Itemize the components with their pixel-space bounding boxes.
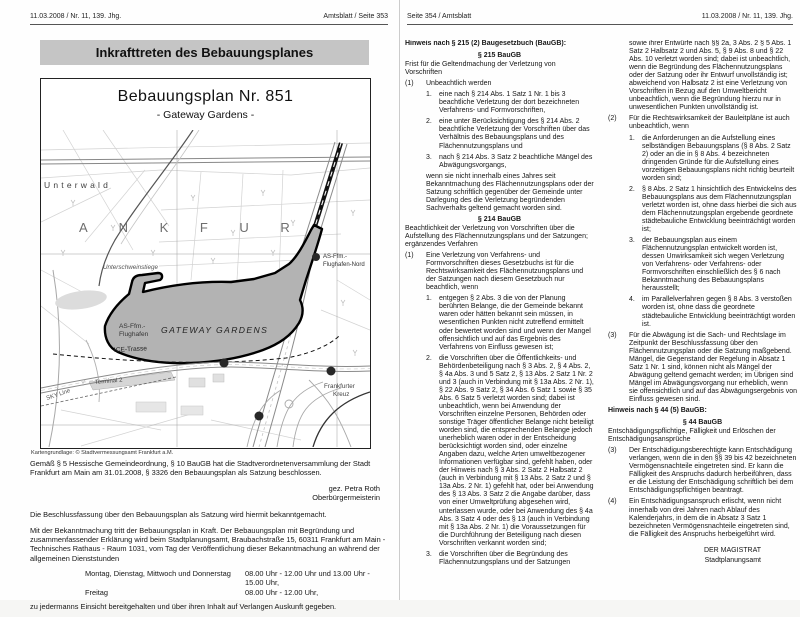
list-item [426,154,594,170]
list-marker: 1. [426,295,432,303]
plan-map-subtitle: - Gateway Gardens - [156,109,255,121]
list-text: nach § 214 Abs. 3 Satz 2 beachtliche Mängel des Abwägungsvorgangs, [439,153,593,169]
clause-text: Ein Entschädigungsanspruch erlischt, wenn nicht innerhalb von drei Jahren nach Ablauf des Kalenderjahrs, in dem die in Absatz 3 Satz 1 bezeichneten Vermögensnachteile eingetreten sind, die Fälligkeit des Anspruchs herbeigeführt wird. [629,498,790,538]
paragraph: Frist für die Geltendmachung der Verletzung von Vorschriften [405,61,556,77]
list-item [426,295,594,351]
left-header-page: Amtsblatt / Seite 353 [323,13,388,20]
signature-name: gez. Petra Roth [328,483,380,493]
map-label-gateway-gardens: GATEWAY GARDENS [161,325,269,335]
site-plan-map [41,130,370,447]
list-item [629,186,797,234]
map-label-terminal-2: Terminal 2 [94,377,123,386]
schedule-row [85,588,386,597]
list-marker: 2. [426,354,432,362]
list-marker: 2. [426,118,432,126]
list-marker: 3. [629,237,635,245]
signature-title: Oberbürgermeisterin [312,492,380,502]
list-marker: 2. [629,185,635,193]
legal-column-2 [608,40,797,597]
section-title: § 214 BauGB [477,215,522,223]
decree-paragraph: Gemäß § 5 Hessische Gemeindeordnung, § 10 BauGB hat die Stadtverordnetenversammlung der Stadt Frankfurt am Main am 31.01.2008, § 3326 den Bebauungsplan als Satzung beschlossen. [30,459,371,478]
plan-map-title: Bebauungsplan Nr. 851 [117,88,294,105]
list-marker: 3. [426,550,432,558]
legal-heading: Hinweis nach § 44 (5) BauGB: [608,407,707,415]
paragraph: Beachtlichkeit der Verletzung von Vorschriften über die Aufstellung des Flächennutzungsplans und der Satzungen; ergänzendes Verfahren [405,224,588,249]
paragraph: Entschädigungspflichtige, Fälligkeit und Erlöschen der Entschädigungsansprüche [608,428,776,444]
clause [608,332,797,404]
list-marker: 3. [426,153,432,161]
clause-text: Für die Abwägung ist die Sach- und Rechtslage im Zeitpunkt der Beschlussfassung über den Flächennutzungsplan oder die Satzung maßgebend. Mängel, die Gegenstand der Regelung in Absatz 1 Satz 1 Nr. 1 sind, können nicht als Mängel der Abwägung geltend gemacht werden; im Übrigen sind Mängel im Abwägungsvorgang nur erheblich, wenn sie offensichtlich und auf das Abwägungsergebnis von Einfluss gewesen sind. [629,331,797,403]
clause [405,80,594,88]
magistrat-signature [608,546,797,566]
schedule-days: Freitag [85,587,109,597]
legal-column-1 [405,40,594,597]
clause [405,252,594,292]
section-title: § 215 BauGB [477,52,522,60]
announcement-paragraph: Die Beschlussfassung über den Bebauungsplan als Satzung wird hiermit bekanntgemacht. [30,510,327,520]
map-label-sky-line: SKY Line [45,388,72,402]
map-label-frankfurt-letters: A N K F U R [79,220,304,235]
left-page-body [30,459,386,617]
schedule-hours: 08.00 Uhr - 12.00 Uhr und 13.00 Uhr - 15.00 Uhr, [245,568,370,588]
map-label-as-nord-1: AS-Ffm.- [323,254,347,260]
clause-marker: (4) [608,498,617,506]
list-item [426,91,594,115]
list-text: eine nach § 214 Abs. 1 Satz 1 Nr. 1 bis 3 beachtliche Verletzung der dort bezeichneten Verfahrens- und Formvorschriften, [439,91,580,115]
clause-text: Eine Verletzung von Verfahrens- und Formvorschriften dieses Gesetzbuchs ist für die Rechtswirksamkeit des Flächennutzungsplans und der Satzungen nach diesem Gesetzbuch nur beachtlich, wenn [426,252,584,292]
paragraph: wenn sie nicht innerhalb eines Jahres seit Bekanntmachung des Flächennutzungsplans oder der Satzung schriftlich gegenüber der Gemeinde unter Darlegung des die Verletzung begründenden Sachverhalts geltend gemacht worden sind. [426,172,594,212]
list-item [629,237,797,293]
map-label-unterschweinstiege: Unterschweinstiege [103,264,158,271]
mayor-signature [30,484,380,503]
list-item [426,118,594,150]
clause-text: Für die Rechtswirksamkeit der Bauleitpläne ist auch unbeachtlich, wenn [629,115,790,131]
right-header-date: 11.03.2008 / Nr. 11, 139. Jhg. [701,13,793,20]
right-page-header [407,13,793,25]
right-header-page: Seite 354 / Amtsblatt [407,13,472,20]
clause-marker: (2) [608,115,617,123]
list-marker: 1. [629,134,635,142]
clause-marker: (1) [405,80,414,88]
map-label-kreuz-1: Frankfurter [324,383,355,390]
list-item [426,355,594,548]
map-label-unterwald: Unterwald [44,180,112,190]
left-page-header [30,13,388,25]
legal-text-columns [405,40,797,597]
signature-org: DER MAGISTRAT [703,546,761,554]
effective-paragraph: Mit der Bekanntmachung tritt der Bebauungsplan in Kraft. Der Bebauungsplan mit Begründung und zusammenfassender Erklärung wird beim Stadtplanungsamt, Braubachstraße 15, 60311 Frankfurt am Main - Technisches Rathaus - Raum 1031, vom Tag der Veröffentlichung dieser Bekanntmachung an während der allgemeinen Dienststunden [30,525,386,563]
list-marker: 1. [426,91,432,99]
clause-text: Der Entschädigungsberechtigte kann Entschädigung verlangen, wenn die in den §§ 39 bis 42 bezeichneten Vermögensnachteile eingetreten sind. Er kann die Fälligkeit des Anspruchs dadurch herbeiführen, dass er die Leistung der Entschädigung schriftlich bei dem Entschädigungspflichtigen beantragt. [629,447,797,495]
list-text: entgegen § 2 Abs. 3 die von der Planung berührten Belange, die der Gemeinde bekannt waren oder hätten bekannt sein müssen, in wesentlichen Punkten nicht zutreffend ermittelt oder bewertet worden sind und wenn der Mangel offensichtlich und auf das Ergebnis des Verfahrens von Einfluss gewesen ist; [439,295,591,351]
list-item [426,551,594,567]
list-text: die Vorschriften über die Öffentlichkeits- und Behördenbeteiligung nach § 3 Abs. 2, § 4 Abs. 2, § 4a Abs. 3 und 5 Satz 2, § 13 Abs. 2 Satz 1 Nr. 2 und 3 (auch in Verbindung mit § 13a Abs. 2 Nr. 1), § 22 Abs. 9 Satz 2, § 34 Abs. 6 Satz 1 sowie § 35 Abs. 6 Satz 5 verletzt worden sind; dabei ist unbeachtlich, wenn bei Anwendung der Vorschriften einzelne Personen, Behörden oder sonstige Träger öffentlicher Belange nicht beteiligt worden sind, die entsprechenden Belange jedoch unerheblich waren oder in der Entscheidung berücksichtigt worden sind, oder einzelne Angaben dazu, welche Arten umweltbezogener Informationen verfügbar sind, gefehlt haben, oder der Hinweis nach § 3 Abs. 2 Satz 2 Halbsatz 2 (auch in Verbindung mit § 13 Abs. 2 Satz 2 und § 13a Abs. 2 Nr. 1) gefehlt hat, oder bei Anwendung des § 13 Abs. 3 Satz 2 die Angabe darüber, dass von einer Umweltprüfung abgesehen wird, unterlassen wurde, oder bei Anwendung des § 4a Abs. 3 Satz 4 oder des § 13 (auch in Verbindung mit § 13a Abs. 2 Nr. 1) die Voraussetzungen für die Durchführung der Beteiligung nach diesen Vorschriften verkannt worden sind; [439,354,594,547]
list-text: die Anforderungen an die Aufstellung eines selbständigen Bebauungsplans (§ 8 Abs. 2 Satz 2) oder an die in § 8 Abs. 4 bezeichneten dringenden Gründe für die Aufstellung eines vorzeitigen Bebauungsplans nicht richtig beurteilt worden sind; [642,134,795,182]
list-marker: 4. [629,296,635,304]
office-hours-schedule [85,569,386,597]
clause-marker: (3) [608,447,617,455]
legal-heading: Hinweis nach § 215 (2) Baugesetzbuch (BauGB): [405,40,567,47]
map-label-as-ffm-2: Flughafen [119,331,149,338]
schedule-days: Montag, Dienstag, Mittwoch und Donnerstag [85,568,231,578]
list-item [629,135,797,183]
signature-dept: Stadtplanungsamt [704,556,761,564]
list-text: der Bebauungsplan aus einem Flächennutzungsplan entwickelt worden ist, dessen Unwirksamkeit sich wegen Verletzung von Verfahrens- oder Verfahrens- oder Formvorschriften einschließlich des § 6 nach Bekanntmachung des Bebauungsplans herausstellt; [642,237,785,293]
announcement-title-banner: Inkrafttreten des Bebauungsplanes [40,40,369,65]
green-patch [54,287,108,312]
map-label-kreuz-2: Kreuz [333,391,350,398]
schedule-row [85,569,386,588]
top-road [41,157,370,164]
autobahn-a3 [41,362,370,393]
list-item [629,296,797,328]
clause-marker: (1) [405,252,414,260]
list-text: die Vorschriften über die Begründung des Flächennutzungsplans und der Satzungen [439,550,571,566]
clause [608,115,797,131]
map-label-as-ffm-1: AS-Ffm.- [119,323,146,330]
schedule-hours: 08.00 Uhr - 12.00 Uhr, [245,587,319,597]
paragraph: sowie ihrer Entwürfe nach §§ 2a, 3 Abs. 2 § 5 Abs. 1 Satz 2 Halbsatz 2 und Abs. 5, § 9 Abs. 8 und § 22 Abs. 10 verletzt worden sind; dabei ist unbeachtlich, wenn die Begründung des Flächennutzungsplans oder der Satzung oder ihr Entwurf unvollständig ist; abweichend von Halbsatz 2 ist eine Verletzung von Vorschriften in Bezug auf den Umweltbericht unbeachtlich, wenn die Begründung hierzu nur in unwesentlichen Punkten unvollständig ist. [629,40,792,112]
page-divider [399,0,400,600]
left-header-date: 11.03.2008 / Nr. 11, 139. Jhg. [30,13,122,20]
section-title: § 44 BauGB [682,419,723,427]
list-text: § 8 Abs. 2 Satz 1 hinsichtlich des Entwickelns des Bebauungsplans aus dem Flächennutzungsplan verletzt worden ist, ohne dass hierbei die sich aus dem Flächennutzungsplan ergebende geordnete städtebauliche Entwicklung beeinträchtigt worden ist; [642,185,797,234]
clause-text: Unbeachtlich werden [426,80,492,88]
rail-arc [313,392,370,447]
clause [608,447,797,495]
plan-area-polygon [105,225,322,363]
list-text: im Parallelverfahren gegen § 8 Abs. 3 verstoßen worden ist, ohne dass die geordnete städtebauliche Entwicklung beeinträchtigt worden ist. [642,296,796,328]
closing-paragraph: zu jedermanns Einsicht bereitgehalten und über ihren Inhalt auf Verlangen Auskunft gegeben. [30,601,337,611]
map-label-ice-trasse: ICE-Trasse [113,345,148,354]
plan-map-frame [40,78,371,449]
clause [608,498,797,538]
list-text: eine unter Berücksichtigung des § 214 Abs. 2 beachtliche Verletzung der Vorschriften über das Verhältnis des Bebauungsplans und des Flächennutzungsplans und [439,118,590,150]
clause-marker: (3) [608,331,617,339]
map-label-as-nord-2: Flughafen-Nord [323,262,365,268]
map-caption: Kartengrundlage: © Stadtvermessungsamt Frankfurt a.M. [31,450,174,456]
